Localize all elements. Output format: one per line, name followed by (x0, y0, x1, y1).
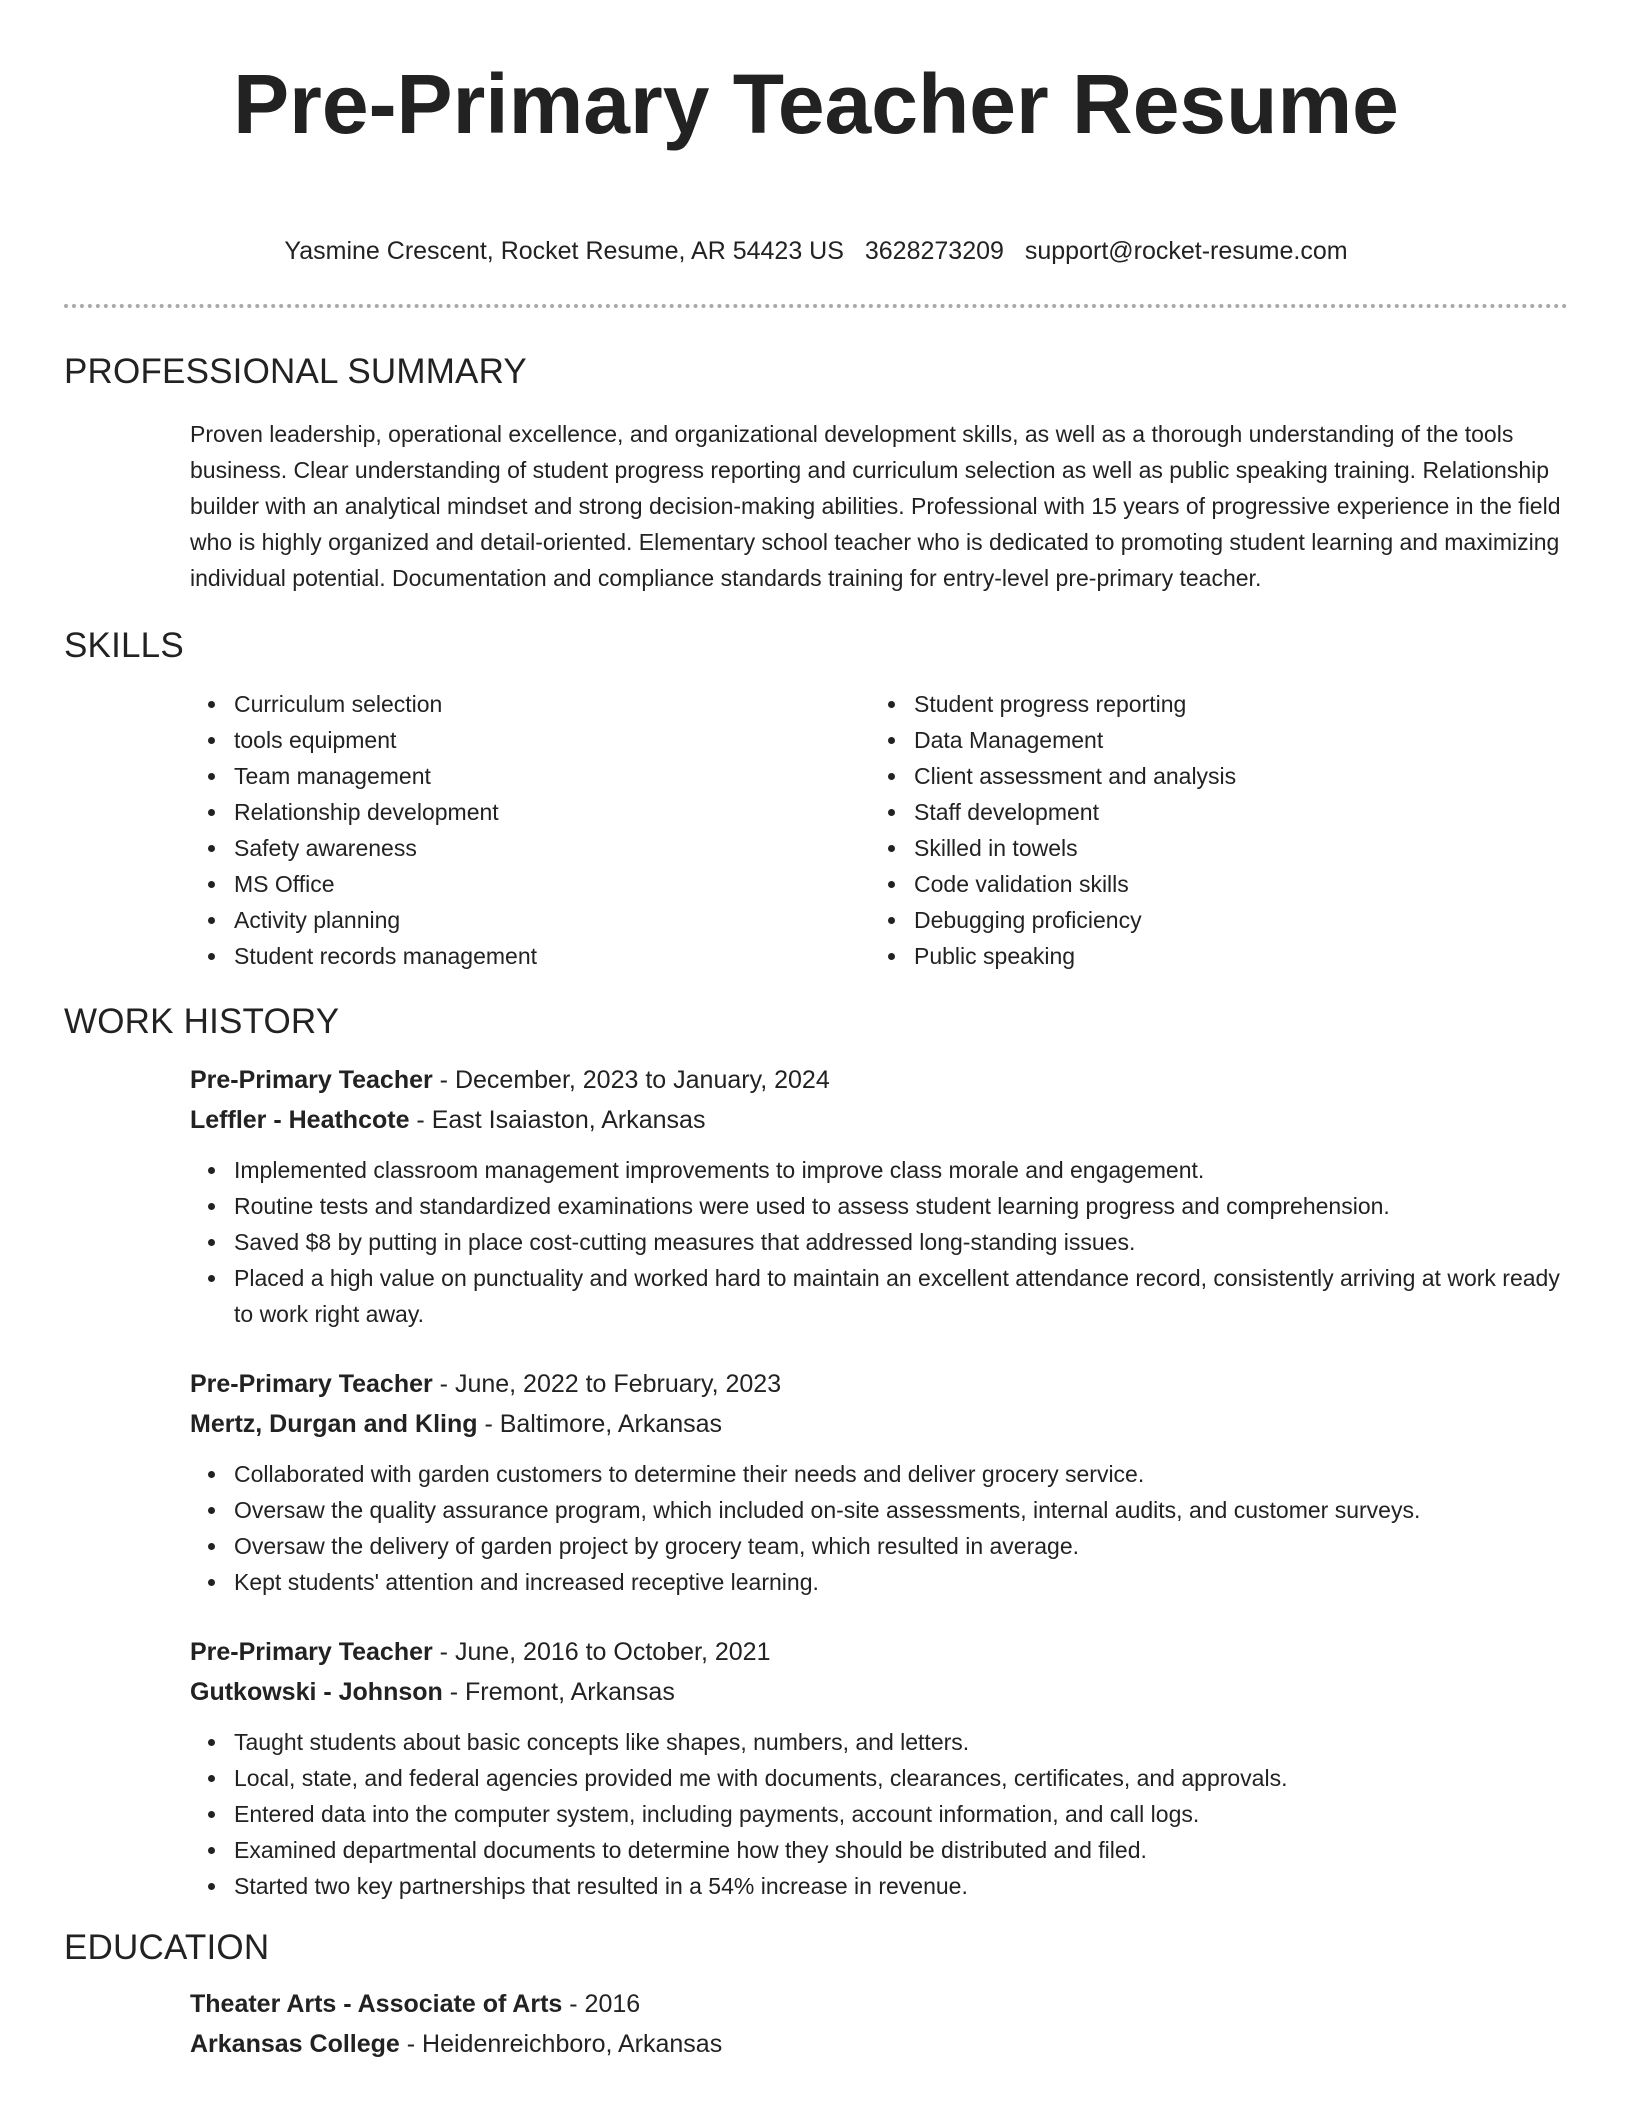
job-location: - Baltimore, Arkansas (477, 1410, 723, 1438)
job-dates: - December, 2023 to January, 2024 (432, 1066, 830, 1094)
contact-phone: 3628273209 (864, 237, 1004, 265)
education-location: - Heidenreichboro, Arkansas (399, 2030, 723, 2058)
education-degree-line (190, 1984, 1568, 2024)
job-bullet: Taught students about basic concepts like shapes, numbers, and letters. (190, 1724, 1568, 1760)
job-company-line (190, 1672, 1568, 1712)
job-title-line (190, 1364, 1568, 1404)
header-divider (64, 304, 1568, 308)
skill-item: Student records management (190, 938, 870, 974)
job-bullet: Oversaw the delivery of garden project by grocery team, which resulted in average. (190, 1528, 1568, 1564)
skill-item: MS Office (190, 866, 870, 902)
skill-item: Skilled in towels (870, 830, 1550, 866)
job-title-line (190, 1632, 1568, 1672)
contact-line (64, 234, 1568, 268)
contact-email: support@rocket-resume.com (1024, 237, 1348, 265)
job-title: Pre-Primary Teacher (190, 1638, 433, 1666)
summary-text: Proven leadership, operational excellence, and organizational development skills, as well as a thorough understanding of the tools business. Clear understanding of student progress reporting and curriculum selection as well as public speaking training. Relationship builder with an analytical mindset and strong decision-making abilities. Professional with 15 years of progressive experience in the field who is highly organized and detail-oriented. Elementary school teacher who is dedicated to promoting student learning and maximizing individual potential. Documentation and compliance standards training for entry-level pre-primary teacher. (190, 421, 1561, 591)
job-bullet: Entered data into the computer system, including payments, account information, and call logs. (190, 1796, 1568, 1832)
education-year: - 2016 (562, 1990, 641, 2018)
job-dates: - June, 2022 to February, 2023 (432, 1370, 782, 1398)
skill-item: Curriculum selection (190, 686, 870, 722)
skill-item: Client assessment and analysis (870, 758, 1550, 794)
skill-item: Data Management (870, 722, 1550, 758)
job-bullet: Saved $8 by putting in place cost-cutting measures that addressed long-standing issues. (190, 1224, 1568, 1260)
skill-item: Team management (190, 758, 870, 794)
section-heading-skills: SKILLS (64, 626, 184, 665)
skill-item: Safety awareness (190, 830, 870, 866)
job-bullet: Routine tests and standardized examinations were used to assess student learning progress and comprehension. (190, 1188, 1568, 1224)
skill-item: Debugging proficiency (870, 902, 1550, 938)
education-school-line (190, 2024, 1568, 2064)
education-entry (64, 1984, 1568, 2064)
job-company: Gutkowski - Johnson (190, 1678, 443, 1706)
job-company: Leffler - Heathcote (190, 1106, 410, 1134)
job-bullet: Kept students' attention and increased receptive learning. (190, 1564, 1568, 1600)
skills-section (64, 624, 1568, 974)
section-heading-summary: PROFESSIONAL SUMMARY (64, 352, 527, 391)
job-company-line (190, 1100, 1568, 1140)
job-bullet: Implemented classroom management improvements to improve class morale and engagement. (190, 1152, 1568, 1188)
skill-item: Student progress reporting (870, 686, 1550, 722)
contact-address: Yasmine Crescent, Rocket Resume, AR 54423 US (284, 237, 844, 265)
skill-item: tools equipment (190, 722, 870, 758)
job-entry (64, 1632, 1568, 1904)
job-bullet: Oversaw the quality assurance program, which included on-site assessments, internal audits, and customer surveys. (190, 1492, 1568, 1528)
job-location: - Fremont, Arkansas (442, 1678, 675, 1706)
skill-item: Activity planning (190, 902, 870, 938)
resume-title: Pre-Primary Teacher Resume (233, 57, 1399, 151)
job-bullet: Local, state, and federal agencies provided me with documents, clearances, certificates, and approvals. (190, 1760, 1568, 1796)
job-bullet: Collaborated with garden customers to determine their needs and deliver grocery service. (190, 1456, 1568, 1492)
job-title-line (190, 1060, 1568, 1100)
job-company-line (190, 1404, 1568, 1444)
work-history-section (64, 1000, 1568, 1904)
job-title: Pre-Primary Teacher (190, 1370, 433, 1398)
job-bullet: Examined departmental documents to determine how they should be distributed and filed. (190, 1832, 1568, 1868)
job-bullet: Started two key partnerships that resulted in a 54% increase in revenue. (190, 1868, 1568, 1904)
job-dates: - June, 2016 to October, 2021 (432, 1638, 771, 1666)
education-section (64, 1926, 1568, 2064)
education-degree: Theater Arts - Associate of Arts (190, 1990, 563, 2018)
skill-item: Staff development (870, 794, 1550, 830)
job-title: Pre-Primary Teacher (190, 1066, 433, 1094)
skills-column-left (190, 686, 870, 974)
job-entry (64, 1364, 1568, 1600)
skills-column-right (870, 686, 1550, 974)
education-school: Arkansas College (190, 2030, 400, 2058)
section-heading-work: WORK HISTORY (64, 1002, 340, 1041)
section-heading-education: EDUCATION (64, 1928, 270, 1967)
skill-item: Code validation skills (870, 866, 1550, 902)
job-company: Mertz, Durgan and Kling (190, 1410, 478, 1438)
job-bullet: Placed a high value on punctuality and worked hard to maintain an excellent attendance record, consistently arriving at work ready to work right away. (190, 1260, 1568, 1332)
professional-summary-section (64, 350, 1568, 596)
skill-item: Relationship development (190, 794, 870, 830)
skills-grid (64, 686, 1568, 974)
skill-item: Public speaking (870, 938, 1550, 974)
job-entry (64, 1060, 1568, 1332)
job-location: - East Isaiaston, Arkansas (409, 1106, 706, 1134)
